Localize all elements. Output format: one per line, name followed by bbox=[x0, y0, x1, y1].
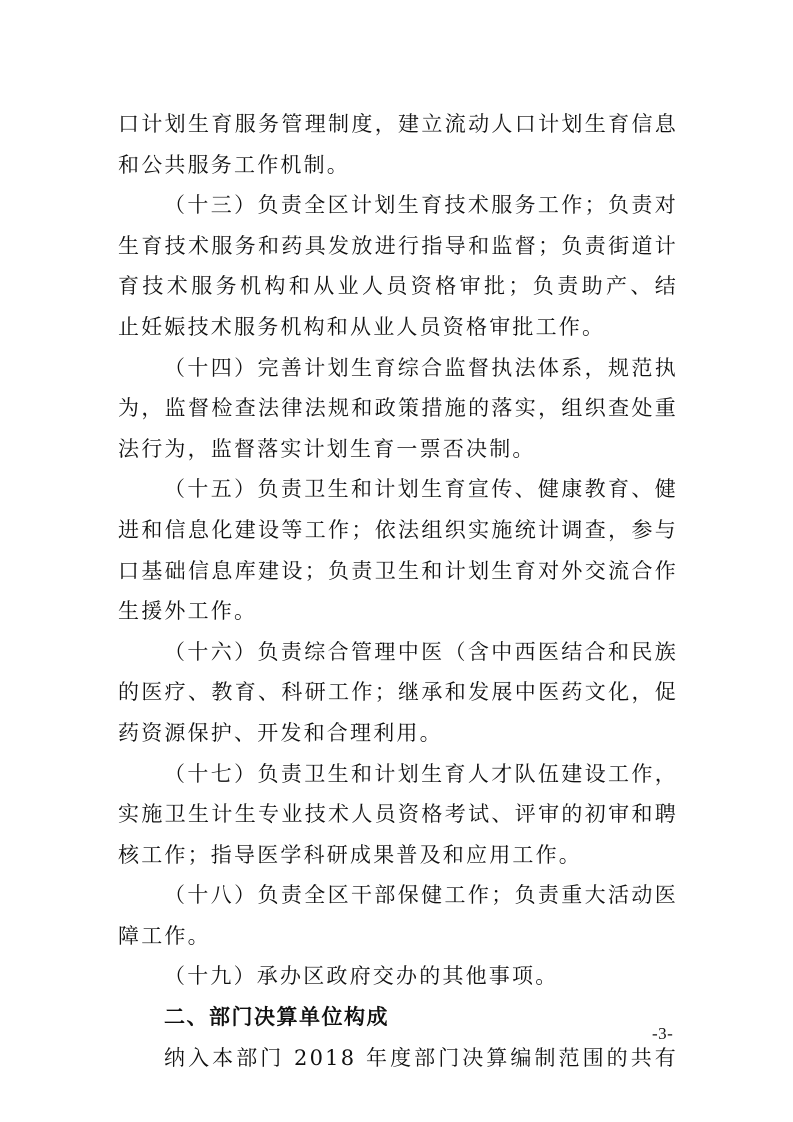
text-line: 障工作。 bbox=[118, 923, 211, 948]
paragraph-15-line: （十五）负责卫生和计划生育宣传、健康教育、健 bbox=[164, 477, 678, 502]
text-line: 纳入本部门 2018 年度部门决算编制范围的共有 bbox=[164, 1045, 678, 1070]
text-line: 为，监督检查法律法规和政策措施的落实，组织查处重 bbox=[118, 396, 678, 421]
paragraph-18-line: （十八）负责全区干部保健工作；负责重大活动医 bbox=[164, 883, 678, 908]
text-line: 口计划生育服务管理制度，建立流动人口计划生育信息 bbox=[118, 112, 678, 136]
paragraph-16-line: （十六）负责综合管理中医（含中西医结合和民族 bbox=[164, 639, 678, 664]
section-heading: 二、部门决算单位构成 bbox=[164, 1005, 389, 1030]
body-text bbox=[118, 104, 678, 1078]
text-line: 进和信息化建设等工作；依法组织实施统计调查，参与 bbox=[118, 517, 678, 542]
text-line: 口基础信息库建设；负责卫生和计划生育对外交流合作 bbox=[118, 558, 678, 583]
text-line: 的医疗、教育、科研工作；继承和发展中医药文化，促 bbox=[118, 680, 678, 705]
text-line: 育技术服务机构和从业人员资格审批；负责助产、结 bbox=[118, 274, 678, 299]
paragraph-14-line: （十四）完善计划生育综合监督执法体系，规范执 bbox=[164, 355, 678, 380]
text-line: 实施卫生计生专业技术人员资格考试、评审的初审和聘 bbox=[118, 802, 678, 827]
text-line: 法行为，监督落实计划生育一票否决制。 bbox=[118, 436, 536, 461]
text-line: 核工作；指导医学科研成果普及和应用工作。 bbox=[118, 842, 582, 867]
paragraph-13-line: （十三）负责全区计划生育技术服务工作；负责对 bbox=[164, 193, 678, 218]
paragraph-17-line: （十七）负责卫生和计划生育人才队伍建设工作， bbox=[164, 761, 678, 786]
text-line: 止妊娠技术服务机构和从业人员资格审批工作。 bbox=[118, 314, 606, 339]
text-line: 药资源保护、开发和合理利用。 bbox=[118, 720, 443, 745]
text-line: 和公共服务工作机制。 bbox=[118, 152, 350, 177]
text-line: 生援外工作。 bbox=[118, 599, 258, 624]
paragraph-19-line: （十九）承办区政府交办的其他事项。 bbox=[164, 964, 559, 989]
text-line: 生育技术服务和药具发放进行指导和监督；负责街道计 bbox=[118, 233, 678, 258]
page-number: -3- bbox=[652, 1024, 674, 1043]
